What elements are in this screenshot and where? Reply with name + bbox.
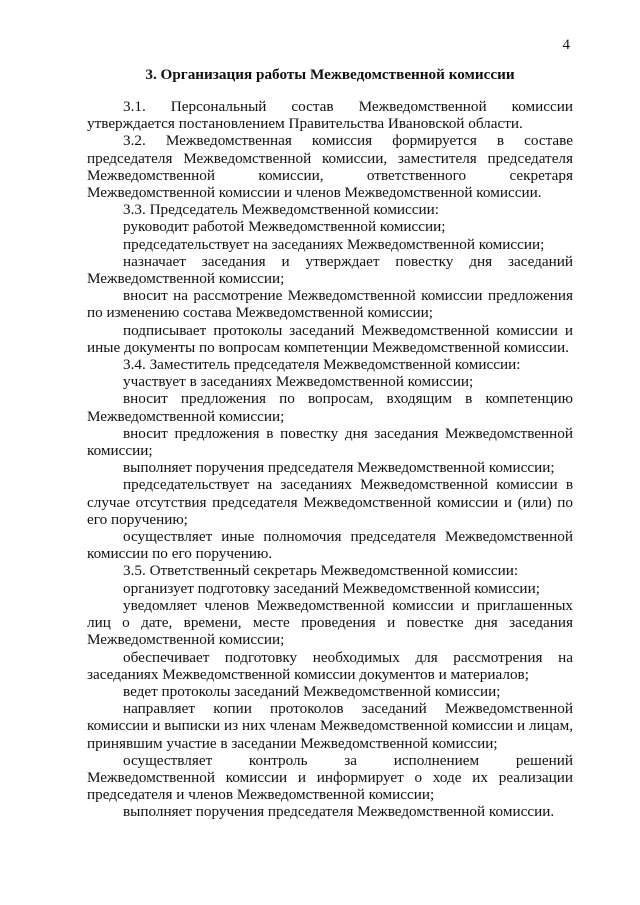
document-body — [87, 98, 573, 821]
paragraph-3-2: 3.2. Межведомственная комиссия формируется в составе председателя Межведомственной комиссии, заместителя председателя Межведомственной комиссии, ответственного секретаря Межведомственной комиссии и членов Межведомственной комиссии. — [87, 132, 573, 202]
paragraph-3-5: 3.5. Ответственный секретарь Межведомственной комиссии: — [123, 562, 519, 580]
list-item: вносит предложения по вопросам, входящим в компетенцию Межведомственной комиссии; — [87, 390, 573, 425]
paragraph-3-3: 3.3. Председатель Межведомственной комиссии: — [123, 201, 440, 219]
list-item: участвует в заседаниях Межведомственной комиссии; — [123, 373, 474, 391]
list-item: обеспечивает подготовку необходимых для рассмотрения на заседаниях Межведомственной комиссии документов и материалов; — [87, 648, 573, 683]
list-item: ведет протоколы заседаний Межведомственной комиссии; — [123, 682, 501, 700]
paragraph-3-4: 3.4. Заместитель председателя Межведомственной комиссии: — [123, 356, 521, 374]
list-item: подписывает протоколы заседаний Межведомственной комиссии и иные документы по вопросам компетенции Межведомственной комиссии. — [87, 321, 573, 356]
list-item: руководит работой Межведомственной комиссии; — [123, 218, 446, 236]
list-item: вносит на рассмотрение Межведомственной комиссии предложения по изменению состава Межведомственной комиссии; — [87, 287, 573, 322]
list-item: председательствует на заседаниях Межведомственной комиссии; — [123, 235, 545, 253]
list-item: организует подготовку заседаний Межведомственной комиссии; — [123, 579, 540, 597]
list-item: председательствует на заседаниях Межведомственной комиссии в случае отсутствия председателя Межведомственной комиссии и (или) по его поручению; — [87, 476, 573, 528]
page-number: 4 — [562, 37, 570, 53]
list-item: осуществляет контроль за исполнением решений Межведомственной комиссии и информирует о ходе их реализации председателя и членов Межведомственной комиссии; — [87, 751, 573, 804]
list-item: направляет копии протоколов заседаний Межведомственной комиссии и выписки из них членам Межведомственной комиссии и лицам, принявшим участие в заседании Межведомственной комиссии; — [87, 700, 573, 752]
paragraph-3-1: 3.1. Персональный состав Межведомственной комиссии утверждается постановлением Правительства Ивановской области. — [87, 98, 573, 133]
list-item: выполняет поручения председателя Межведомственной комиссии; — [123, 459, 555, 477]
list-item: осуществляет иные полномочия председателя Межведомственной комиссии по его поручению. — [87, 528, 573, 563]
list-item: уведомляет членов Межведомственной комиссии и приглашенных лиц о дате, времени, месте проведения и повестке дня заседания Межведомственной комиссии; — [87, 596, 573, 649]
list-item: назначает заседания и утверждает повестку дня заседаний Межведомственной комиссии; — [87, 252, 573, 288]
list-item: выполняет поручения председателя Межведомственной комиссии. — [123, 803, 555, 821]
list-item: вносит предложения в повестку дня заседания Межведомственной комиссии; — [87, 424, 573, 460]
section-heading: 3. Организация работы Межведомственной комиссии — [145, 66, 515, 83]
